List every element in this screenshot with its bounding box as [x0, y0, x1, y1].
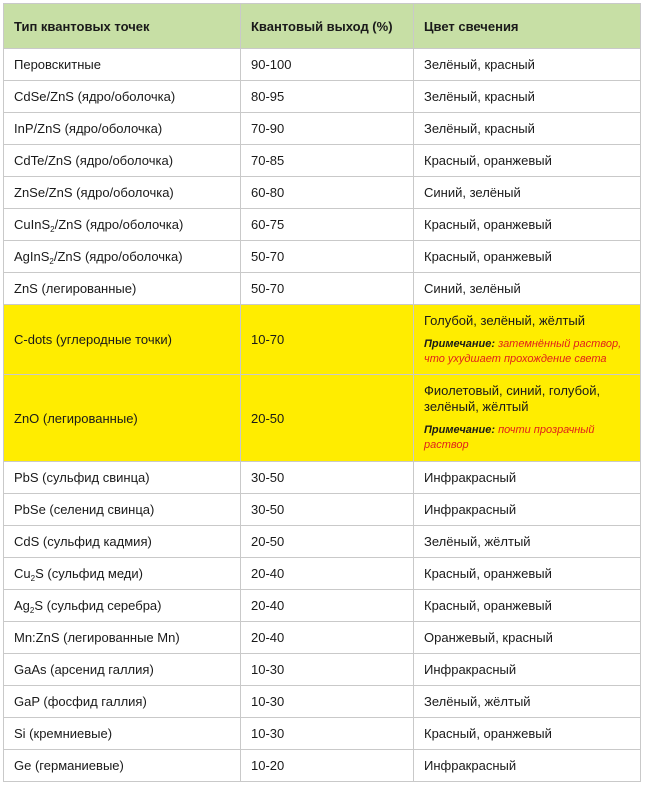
- type-text: GaP (фосфид галлия): [14, 694, 147, 709]
- note-text: почти прозрачный раствор: [424, 424, 595, 451]
- type-text-suffix: S (сульфид серебра): [34, 598, 162, 613]
- header-type: Тип квантовых точек: [4, 4, 241, 49]
- cell-yield: 60-80: [241, 177, 414, 209]
- table-row: [4, 113, 641, 145]
- cell-type: [4, 113, 241, 145]
- cell-yield: 10-30: [241, 654, 414, 686]
- type-text: Ag: [14, 598, 30, 613]
- table-row: [4, 718, 641, 750]
- cell-type: [4, 654, 241, 686]
- type-subscript: 2: [29, 606, 35, 615]
- type-text: ZnSe/ZnS (ядро/оболочка): [14, 185, 174, 200]
- table-row: [4, 81, 641, 113]
- table-row: [4, 145, 641, 177]
- cell-yield: 10-30: [241, 718, 414, 750]
- header-color: Цвет свечения: [414, 4, 641, 49]
- cell-yield: 70-90: [241, 113, 414, 145]
- cell-type: [4, 718, 241, 750]
- type-text: CdSe/ZnS (ядро/оболочка): [14, 89, 176, 104]
- cell-type: [4, 622, 241, 654]
- cell-color: Зелёный, красный: [414, 113, 641, 145]
- cell-color: Красный, оранжевый: [414, 145, 641, 177]
- table-row: [4, 494, 641, 526]
- type-text: Si (кремниевые): [14, 726, 113, 741]
- cell-type: [4, 750, 241, 782]
- cell-yield: 50-70: [241, 273, 414, 305]
- cell-type: [4, 177, 241, 209]
- table-body: [4, 49, 641, 782]
- cell-yield: 90-100: [241, 49, 414, 81]
- cell-color: Зелёный, красный: [414, 49, 641, 81]
- type-text: ZnS (легированные): [14, 281, 137, 296]
- note: [424, 337, 640, 367]
- cell-color: Инфракрасный: [414, 462, 641, 494]
- cell-yield: 50-70: [241, 241, 414, 273]
- table-row: [4, 686, 641, 718]
- cell-color: Синий, зелёный: [414, 273, 641, 305]
- type-text-suffix: /ZnS (ядро/оболочка): [53, 249, 183, 264]
- cell-yield: 70-85: [241, 145, 414, 177]
- cell-yield: 20-50: [241, 526, 414, 558]
- cell-yield: 30-50: [241, 462, 414, 494]
- cell-color: Зелёный, жёлтый: [414, 686, 641, 718]
- table-row: [4, 558, 641, 590]
- note-label: Примечание:: [424, 424, 496, 436]
- cell-color: Красный, оранжевый: [414, 558, 641, 590]
- type-text: InP/ZnS (ядро/оболочка): [14, 121, 163, 136]
- type-subscript: 2: [30, 574, 36, 583]
- cell-type: [4, 241, 241, 273]
- cell-yield: 20-40: [241, 558, 414, 590]
- type-text-suffix: /ZnS (ядро/оболочка): [54, 217, 184, 232]
- cell-color: Синий, зелёный: [414, 177, 641, 209]
- header-yield: Квантовый выход (%): [241, 4, 414, 49]
- cell-type: [4, 558, 241, 590]
- cell-type: [4, 81, 241, 113]
- color-text: Голубой, зелёный, жёлтый: [424, 312, 586, 328]
- type-text: CdS (сульфид кадмия): [14, 534, 152, 549]
- cell-color: Красный, оранжевый: [414, 590, 641, 622]
- quantum-dots-table: [3, 3, 641, 782]
- cell-yield: 20-40: [241, 622, 414, 654]
- type-text: PbSe (селенид свинца): [14, 502, 155, 517]
- type-text: PbS (сульфид свинца): [14, 470, 150, 485]
- cell-color: Красный, оранжевый: [414, 209, 641, 241]
- cell-color: [414, 375, 641, 462]
- cell-color: Красный, оранжевый: [414, 241, 641, 273]
- cell-yield: 30-50: [241, 494, 414, 526]
- table-row: [4, 177, 641, 209]
- type-text: Cu: [14, 566, 31, 581]
- cell-color: Красный, оранжевый: [414, 718, 641, 750]
- cell-color: Зелёный, красный: [414, 81, 641, 113]
- type-text-suffix: S (сульфид меди): [35, 566, 143, 581]
- table-row: [4, 750, 641, 782]
- type-text: Ge (германиевые): [14, 758, 124, 773]
- highlight-row: [4, 305, 641, 375]
- table-row: [4, 462, 641, 494]
- type-text: Перовскитные: [14, 57, 101, 72]
- cell-color: Инфракрасный: [414, 750, 641, 782]
- note-label: Примечание:: [424, 337, 496, 350]
- note-text: затемнённый раствор, что ухудшает прохождение света: [424, 337, 622, 365]
- cell-yield: 10-20: [241, 750, 414, 782]
- color-text: Фиолетовый, синий, голубой, зелёный, жёлтый: [424, 383, 601, 414]
- table-row: [4, 622, 641, 654]
- type-subscript: 2: [50, 225, 55, 234]
- cell-type: [4, 49, 241, 81]
- cell-type: [4, 494, 241, 526]
- type-subscript: 2: [49, 257, 54, 266]
- table-row: [4, 590, 641, 622]
- cell-color: [414, 305, 641, 375]
- cell-yield: 20-40: [241, 590, 414, 622]
- cell-type: C-dots (углеродные точки): [4, 305, 241, 375]
- cell-type: [4, 273, 241, 305]
- cell-type: [4, 590, 241, 622]
- type-text: CdTe/ZnS (ядро/оболочка): [14, 153, 174, 168]
- table-row: [4, 49, 641, 81]
- type-text: AgInS: [14, 249, 50, 264]
- cell-yield: 10-70: [241, 305, 414, 375]
- cell-color: Инфракрасный: [414, 494, 641, 526]
- cell-yield: 80-95: [241, 81, 414, 113]
- cell-color: Инфракрасный: [414, 654, 641, 686]
- cell-type: ZnO (легированные): [4, 375, 241, 462]
- table-row: [4, 654, 641, 686]
- cell-yield: 20-50: [241, 375, 414, 462]
- cell-color: Оранжевый, красный: [414, 622, 641, 654]
- cell-type: [4, 145, 241, 177]
- cell-type: [4, 462, 241, 494]
- header-row: [4, 4, 641, 49]
- cell-color: Зелёный, жёлтый: [414, 526, 641, 558]
- type-text: Mn:ZnS (легированные Mn): [14, 630, 180, 645]
- cell-type: [4, 686, 241, 718]
- cell-type: [4, 526, 241, 558]
- cell-yield: 60-75: [241, 209, 414, 241]
- type-text: CuInS: [14, 217, 51, 232]
- highlight-row: [4, 375, 641, 462]
- cell-type: [4, 209, 241, 241]
- table-row: [4, 273, 641, 305]
- table-row: [4, 526, 641, 558]
- type-text: GaAs (арсенид галлия): [14, 662, 154, 677]
- cell-yield: 10-30: [241, 686, 414, 718]
- table-row: [4, 209, 641, 241]
- table-row: [4, 241, 641, 273]
- note: [424, 423, 640, 453]
